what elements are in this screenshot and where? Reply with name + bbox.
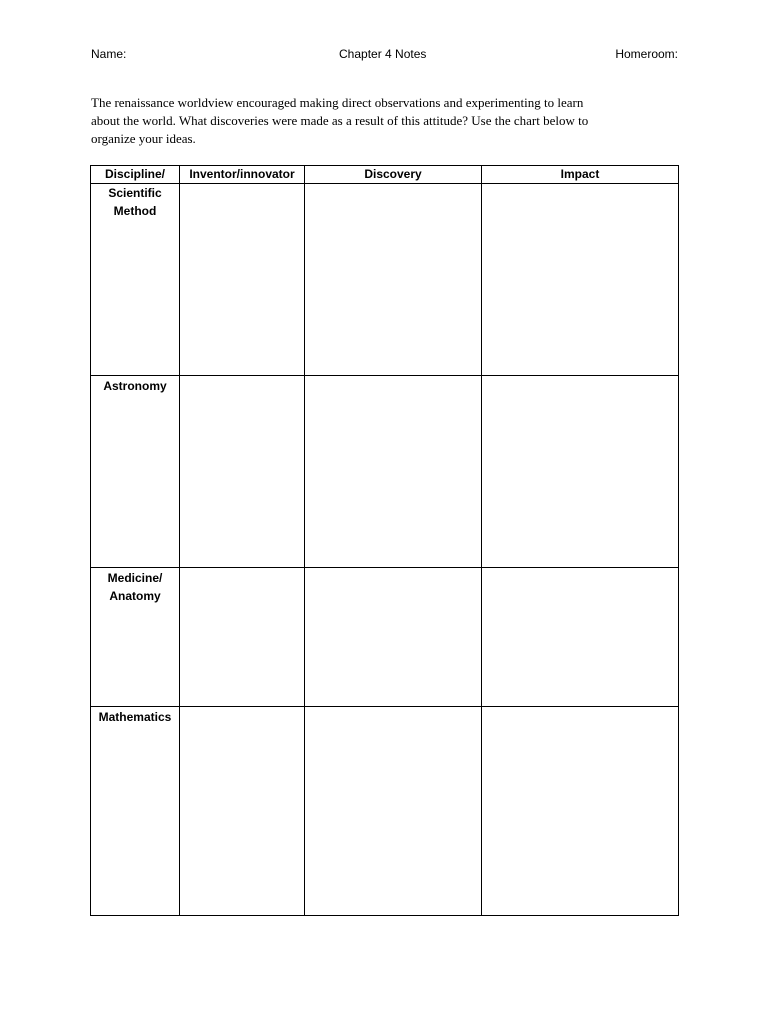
- discipline-label: Method: [113, 204, 157, 218]
- homeroom-label: Homeroom:: [615, 47, 678, 61]
- discovery-cell[interactable]: [305, 184, 482, 376]
- intro-line: about the world. What discoveries were made as a result of this attitude? Use the chart below to: [91, 113, 589, 128]
- discipline-cell: [91, 376, 180, 568]
- discovery-cell[interactable]: [305, 376, 482, 568]
- inventor-cell[interactable]: [180, 568, 305, 707]
- intro-line: organize your ideas.: [91, 131, 196, 146]
- name-label: Name:: [91, 47, 127, 61]
- column-header-discipline: Discipline/: [91, 166, 180, 184]
- discipline-label: Anatomy: [109, 589, 161, 603]
- column-header-discovery: Discovery: [305, 166, 482, 184]
- intro-paragraph: [91, 94, 691, 148]
- table-row: [91, 568, 679, 707]
- impact-cell[interactable]: [482, 184, 679, 376]
- discipline-label: Scientific: [108, 186, 162, 200]
- column-header-inventor: Inventor/innovator: [180, 166, 305, 184]
- impact-cell[interactable]: [482, 707, 679, 916]
- table-row: [91, 376, 679, 568]
- discipline-cell: [91, 568, 180, 707]
- discipline-cell: [91, 184, 180, 376]
- impact-cell[interactable]: [482, 568, 679, 707]
- discipline-label: Medicine/: [107, 571, 163, 585]
- inventor-cell[interactable]: [180, 707, 305, 916]
- discipline-cell: [91, 707, 180, 916]
- page-title: Chapter 4 Notes: [339, 47, 427, 61]
- page-header: [91, 47, 678, 65]
- impact-cell[interactable]: [482, 376, 679, 568]
- discovery-cell[interactable]: [305, 707, 482, 916]
- table-row: [91, 707, 679, 916]
- table-header-row: [91, 166, 679, 184]
- inventor-cell[interactable]: [180, 376, 305, 568]
- intro-line: The renaissance worldview encouraged making direct observations and experimenting to learn: [91, 95, 584, 110]
- table-row: [91, 184, 679, 376]
- notes-chart: [90, 165, 679, 916]
- discipline-label: Mathematics: [98, 710, 172, 724]
- inventor-cell[interactable]: [180, 184, 305, 376]
- column-header-impact: Impact: [482, 166, 679, 184]
- discipline-label: Astronomy: [103, 379, 167, 393]
- discovery-cell[interactable]: [305, 568, 482, 707]
